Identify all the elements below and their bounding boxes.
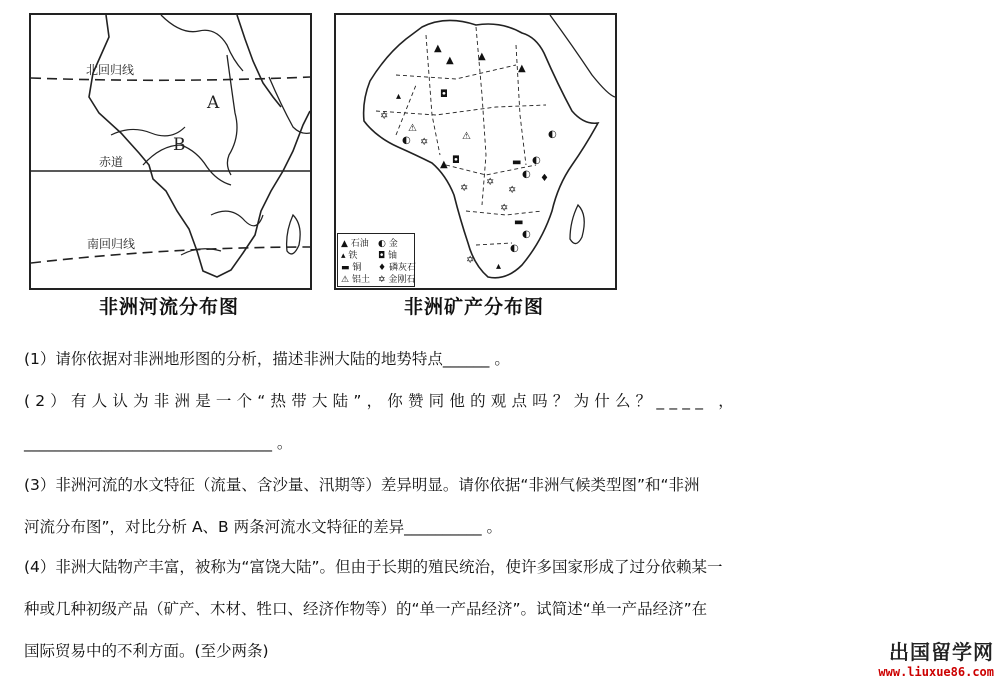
- svg-text:▬: ▬: [512, 157, 522, 168]
- svg-text:♦: ♦: [540, 173, 549, 184]
- svg-text:◘: ◘: [440, 89, 448, 100]
- question-3-line-1: (3）非洲河流的水文特征（流量、含沙量、汛期等）差异明显。请你依据“非洲气候类型图”和“非洲: [24, 476, 700, 494]
- question-4-line-2: 种或几种初级产品（矿产、木材、牲口、经济作物等）的“单一产品经济”。试简述“单一产品经济”在: [24, 600, 708, 618]
- svg-text:◘: ◘: [452, 155, 460, 166]
- tropic-north-label: 北回归线: [86, 63, 135, 77]
- river-distribution-map: [29, 13, 312, 290]
- question-2-line-1: (2）有人认为非洲是一个“热带大陆”，你赞同他的观点吗？为什么？____ ，: [24, 392, 739, 410]
- svg-text:✡: ✡: [500, 203, 509, 214]
- legend-bauxite: ⚠ 铝土: [341, 275, 370, 285]
- svg-text:▲: ▲: [518, 63, 526, 74]
- question-4-line-1: (4）非洲大陆物产丰富，被称为“富饶大陆”。但由于长期的殖民统治，使许多国家形成了过分依赖某一: [24, 558, 723, 576]
- svg-text:✡: ✡: [486, 177, 495, 188]
- site-watermark: [878, 636, 994, 679]
- svg-text:◐: ◐: [522, 169, 531, 180]
- tropic-south-label: 南回归线: [87, 237, 136, 251]
- svg-text:✡: ✡: [508, 185, 517, 196]
- svg-text:▲: ▲: [440, 159, 448, 170]
- svg-text:⚠: ⚠: [408, 123, 417, 134]
- svg-text:▴: ▴: [396, 91, 402, 102]
- svg-text:✡: ✡: [466, 255, 475, 266]
- legend-oil: ▲ 石油: [341, 239, 369, 249]
- question-4-line-3: 国际贸易中的不利方面。(至少两条): [24, 642, 269, 660]
- svg-text:◐: ◐: [402, 135, 411, 146]
- svg-text:▴: ▴: [496, 261, 502, 272]
- legend-gold: ◐ 金: [378, 239, 398, 249]
- svg-text:✡: ✡: [380, 111, 389, 122]
- svg-text:▲: ▲: [434, 43, 442, 54]
- question-1: (1）请你依据对非洲地形图的分析，描述非洲大陆的地势特点______ 。: [24, 350, 510, 368]
- river-a-label: A: [207, 93, 220, 113]
- svg-text:▲: ▲: [446, 55, 454, 66]
- svg-text:◐: ◐: [548, 129, 557, 140]
- africa-river-outline: [31, 15, 310, 288]
- mineral-map-caption: 非洲矿产分布图: [403, 296, 544, 318]
- legend-copper: ▬ 铜: [341, 263, 362, 273]
- mineral-legend: [337, 233, 415, 287]
- question-3-line-2: 河流分布图”，对比分析 A、B 两条河流水文特征的差异__________ 。: [24, 518, 503, 536]
- legend-uranium: ◘ 铀: [378, 251, 398, 261]
- svg-text:◐: ◐: [522, 229, 531, 240]
- legend-phosphate: ♦ 磷灰石: [378, 263, 416, 273]
- svg-text:▲: ▲: [478, 51, 486, 62]
- svg-text:⚠: ⚠: [462, 131, 471, 142]
- legend-diamond: ✡ 金刚石: [378, 275, 416, 285]
- mineral-distribution-map: [334, 13, 617, 290]
- watermark-site-name: 出国留学网: [889, 640, 994, 664]
- svg-text:▬: ▬: [514, 217, 524, 228]
- river-b-label: B: [173, 135, 186, 155]
- watermark-url: www.liuxue86.com: [878, 665, 994, 679]
- legend-iron: ▴ 铁: [341, 251, 358, 261]
- svg-text:✡: ✡: [460, 183, 469, 194]
- svg-text:◐: ◐: [532, 155, 541, 166]
- question-2-line-2: ________________________________ 。: [24, 434, 293, 452]
- svg-text:✡: ✡: [420, 137, 429, 148]
- equator-label: 赤道: [99, 155, 124, 169]
- river-map-caption: 非洲河流分布图: [98, 296, 239, 318]
- svg-text:◐: ◐: [510, 243, 519, 254]
